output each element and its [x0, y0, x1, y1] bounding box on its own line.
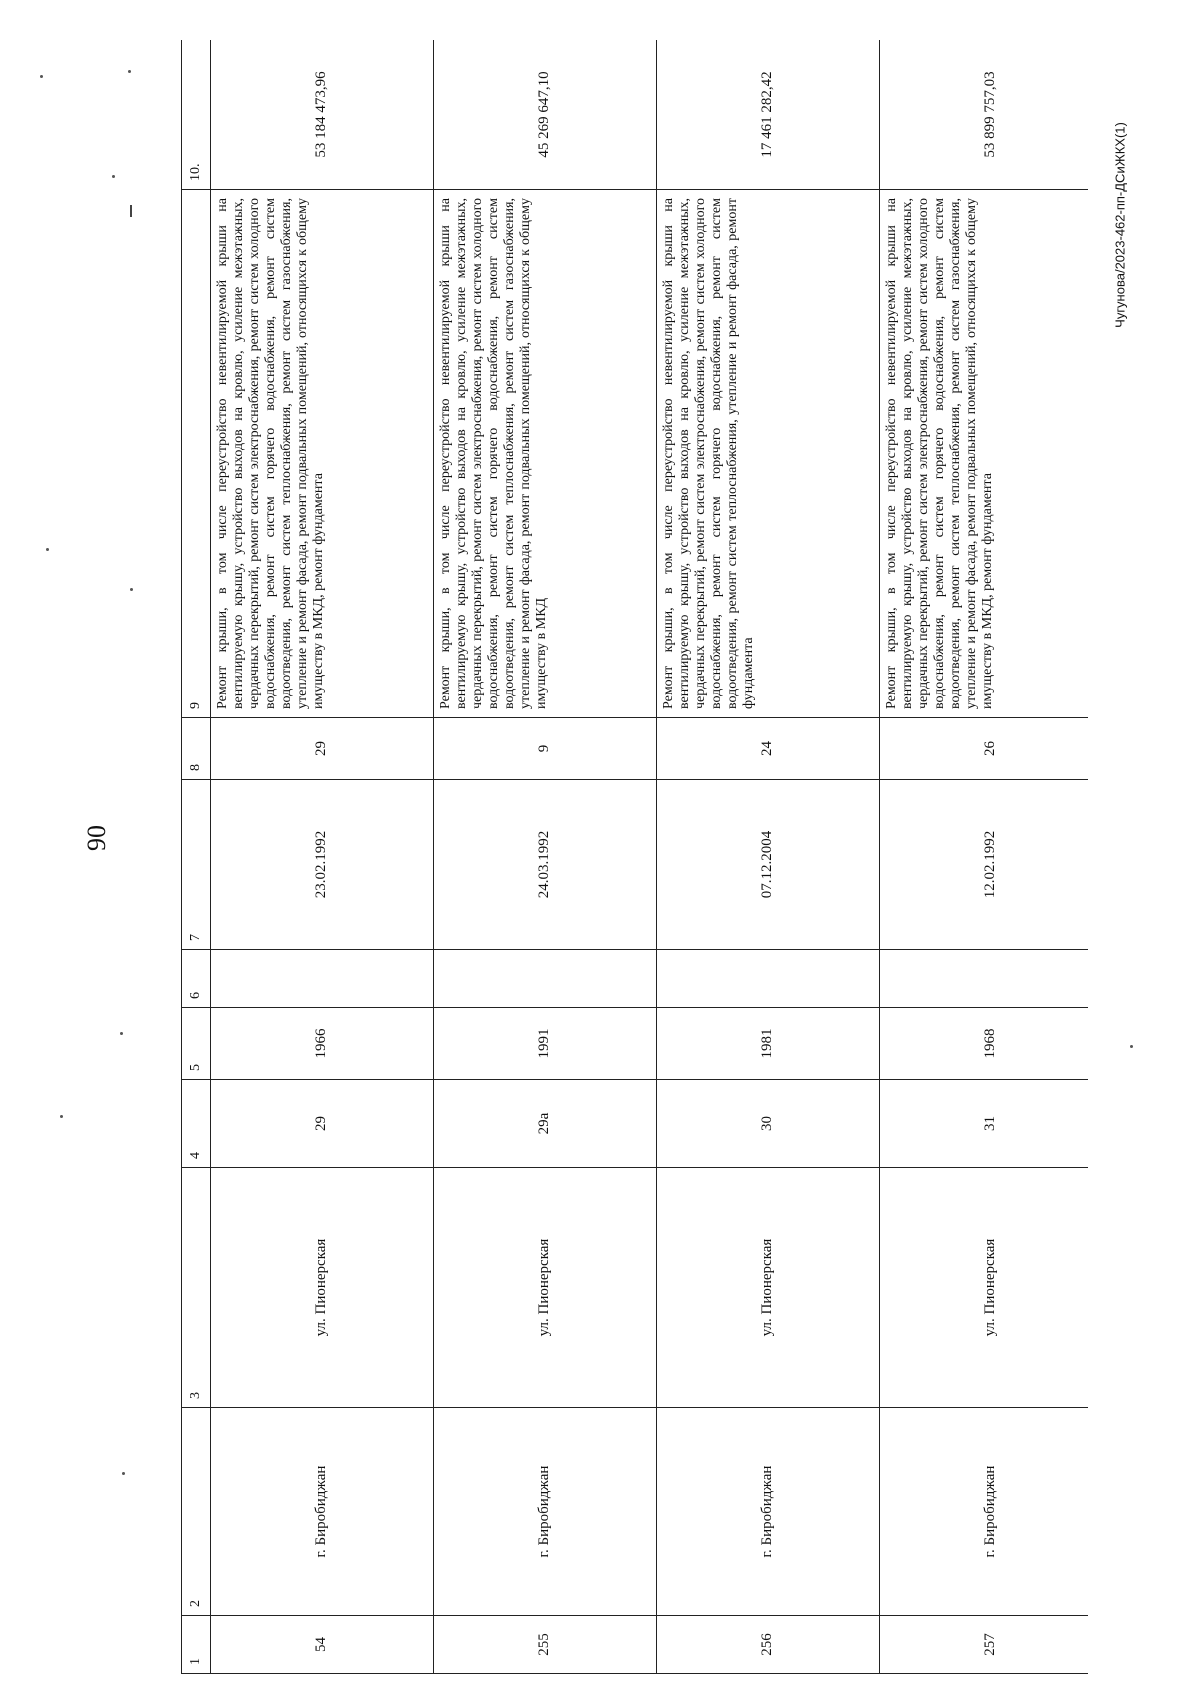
street-cell: ул. Пионерская: [434, 1168, 657, 1408]
house-number-cell: 30: [657, 1080, 880, 1168]
row-number: 256: [657, 1616, 880, 1674]
works-cell: Ремонт крыши, в том числе переустройство невентилируемой крыши на вентилируемую крышу, устройство выходов на кровлю, усиление межэтажных, чердачных перекрытий, ремонт систем электроснабжения, ремонт систем холодного водоснабжения, ремонт систем горячего водоснабжения, ремонт систем водоотведения, ремонт систем теплоснабжения, ремонт систем газоснабжения, утепление и ремонт фасада, ремонт подвальных помещений, относящихся к общему имуществу в МКД, ремонт фундамента: [880, 190, 1089, 718]
scan-speck: [130, 588, 133, 591]
table-row: [657, 40, 880, 1674]
city-cell: г. Биробиджан: [657, 1408, 880, 1616]
document-reference-text: Чугунова/2023-462-пп-ДСиЖКХ(1): [1112, 122, 1128, 328]
cost-cell: 45 269 647,10: [434, 40, 657, 190]
city-cell: г. Биробиджан: [880, 1408, 1089, 1616]
header-cell: 6: [182, 950, 211, 1008]
build-year-cell: 1968: [880, 1008, 1089, 1080]
header-cell: 9: [182, 190, 211, 718]
city-cell: г. Биробиджан: [211, 1408, 434, 1616]
house-number-cell: 29а: [434, 1080, 657, 1168]
works-cell: Ремонт крыши, в том числе переустройство невентилируемой крыши на вентилируемую крышу, устройство выходов на кровлю, усиление межэтажных, чердачных перекрытий, ремонт систем электроснабжения, ремонт систем холодного водоснабжения, ремонт систем горячего водоснабжения, ремонт систем водоотведения, ремонт систем теплоснабжения, ремонт систем газоснабжения, утепление и ремонт фасада, ремонт подвальных помещений, относящихся к общему имуществу в МКД: [434, 190, 657, 718]
header-cell: 10.: [182, 40, 211, 190]
city-cell: г. Биробиджан: [434, 1408, 657, 1616]
date-cell: 24.03.1992: [434, 780, 657, 950]
empty-cell: [657, 950, 880, 1008]
scan-speck: [1130, 1045, 1133, 1048]
cost-cell: 17 461 282,42: [657, 40, 880, 190]
table-row: [880, 40, 1089, 1674]
row-number: 54: [211, 1616, 434, 1674]
header-cell: 2: [182, 1408, 211, 1616]
date-cell: 23.02.1992: [211, 780, 434, 950]
works-cell: Ремонт крыши, в том числе переустройство невентилируемой крыши на вентилируемую крышу, устройство выходов на кровлю, усиление межэтажных, чердачных перекрытий, ремонт систем электроснабжения, ремонт систем холодного водоснабжения, ремонт систем горячего водоснабжения, ремонт систем водоотведения, ремонт систем теплоснабжения, ремонт систем газоснабжения, утепление и ремонт фасада, ремонт подвальных помещений, относящихся к общему имуществу в МКД, ремонт фундамента: [211, 190, 434, 718]
header-cell: 1: [182, 1616, 211, 1674]
repair-table: [181, 40, 1088, 1674]
scan-speck: [40, 75, 43, 78]
scan-speck: [120, 1032, 123, 1035]
row-number: 255: [434, 1616, 657, 1674]
count-cell: 29: [211, 718, 434, 780]
header-cell: 4: [182, 1080, 211, 1168]
header-cell: 3: [182, 1168, 211, 1408]
row-number: 257: [880, 1616, 1089, 1674]
repair-table-frame: [181, 40, 1088, 1674]
header-cell: 7: [182, 780, 211, 950]
house-number-cell: 29: [211, 1080, 434, 1168]
scan-speck: [112, 175, 115, 178]
empty-cell: [880, 950, 1089, 1008]
date-cell: 12.02.1992: [880, 780, 1089, 950]
build-year-cell: 1966: [211, 1008, 434, 1080]
scan-speck: [130, 205, 132, 217]
header-cell: 8: [182, 718, 211, 780]
count-cell: 9: [434, 718, 657, 780]
house-number-cell: 31: [880, 1080, 1089, 1168]
cost-cell: 53 184 473,96: [211, 40, 434, 190]
scan-speck: [46, 548, 49, 551]
count-cell: 24: [657, 718, 880, 780]
table-row: [211, 40, 434, 1674]
count-cell: 26: [880, 718, 1089, 780]
build-year-cell: 1991: [434, 1008, 657, 1080]
table-header-row: [182, 40, 211, 1674]
date-cell: 07.12.2004: [657, 780, 880, 950]
works-cell: Ремонт крыши, в том числе переустройство невентилируемой крыши на вентилируемую крышу, устройство выходов на кровлю, усиление межэтажных, чердачных перекрытий, ремонт систем электроснабжения, ремонт систем холодного водоснабжения, ремонт систем горячего водоснабжения, ремонт систем водоотведения, ремонт систем теплоснабжения, утепление и ремонт фасада, ремонт фундамента: [657, 190, 880, 718]
scan-speck: [60, 1115, 63, 1118]
repair-table-rotator: [181, 40, 1088, 1674]
street-cell: ул. Пионерская: [211, 1168, 434, 1408]
scan-speck: [128, 70, 131, 73]
scan-speck: [122, 1472, 125, 1475]
document-reference: [1112, 122, 1140, 328]
cost-cell: 53 899 757,03: [880, 40, 1089, 190]
empty-cell: [434, 950, 657, 1008]
street-cell: ул. Пионерская: [657, 1168, 880, 1408]
table-row: [434, 40, 657, 1674]
empty-cell: [211, 950, 434, 1008]
page-number: 90: [82, 825, 111, 851]
build-year-cell: 1981: [657, 1008, 880, 1080]
street-cell: ул. Пионерская: [880, 1168, 1089, 1408]
header-cell: 5: [182, 1008, 211, 1080]
